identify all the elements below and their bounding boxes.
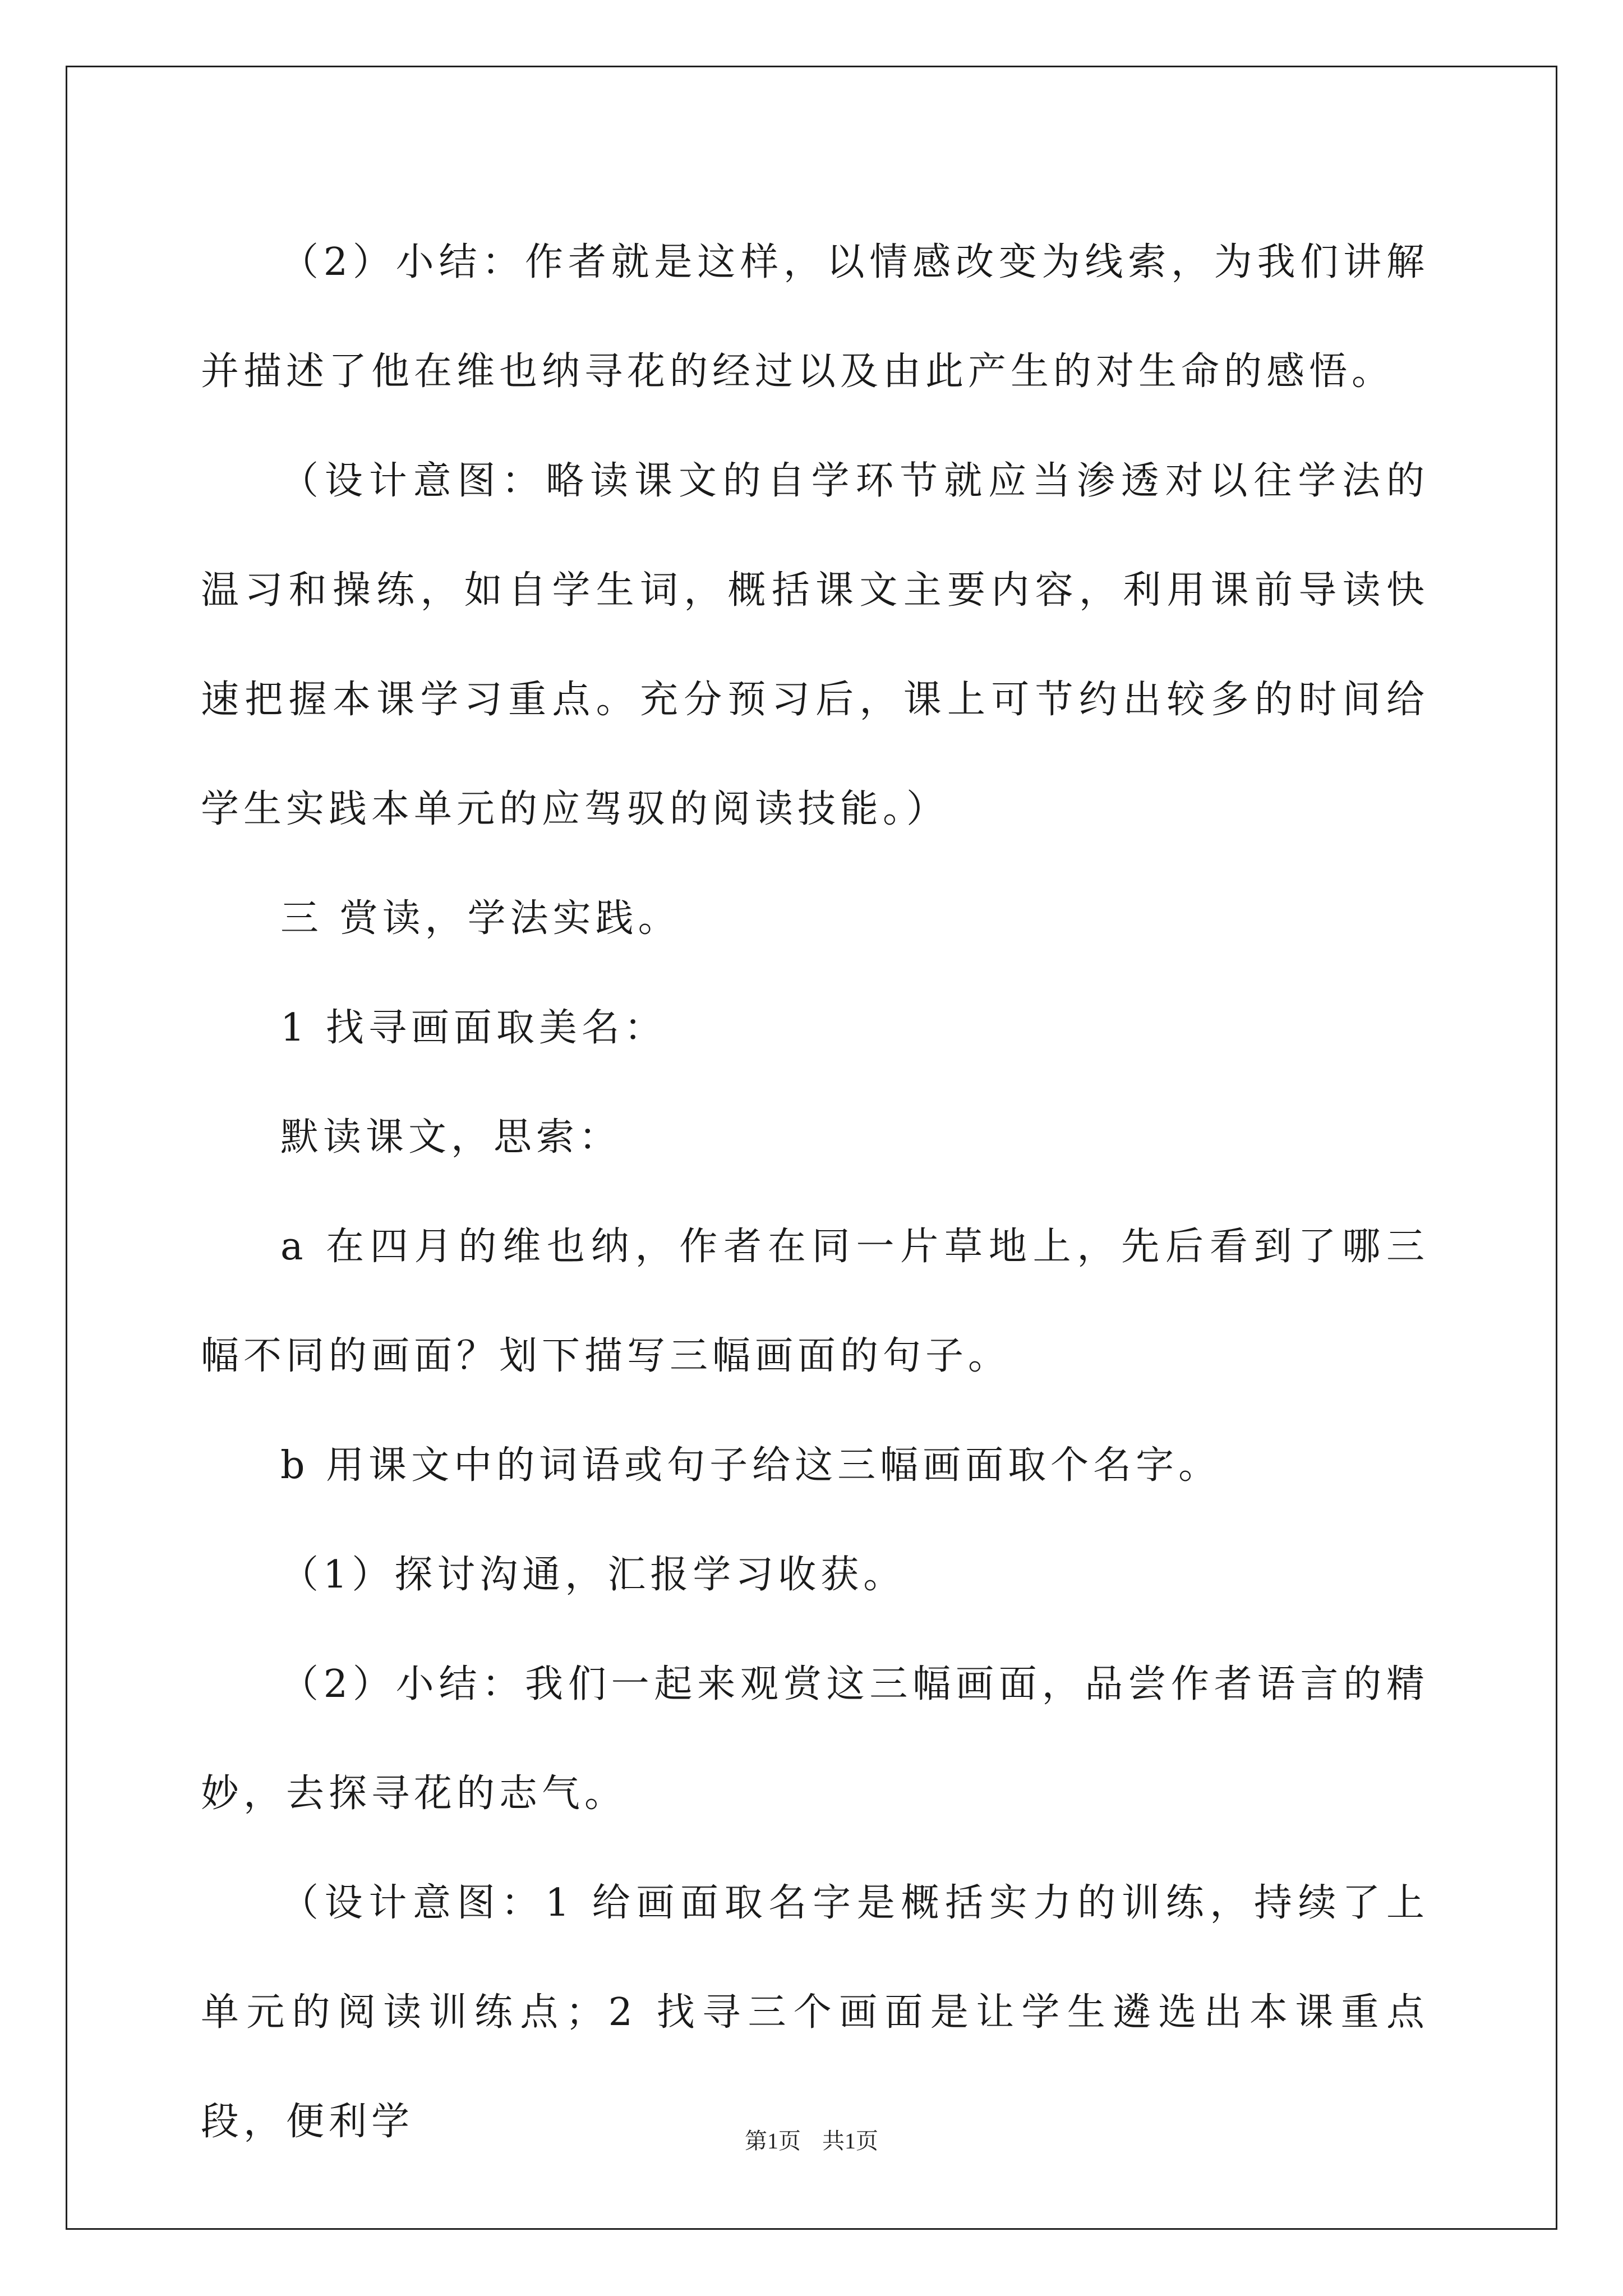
- paragraph: b 用课文中的词语或句子给这三幅画面取个名字。: [280, 1443, 1221, 1488]
- paragraph: a 在四月的维也纳，作者在同一片草地上，先后看到了哪三幅不同的画面？划下描写三幅画面的句子。: [201, 1225, 1429, 1378]
- page-number: 第1页: [745, 2128, 801, 2154]
- paragraph: 1 找寻画面取美名：: [280, 1006, 667, 1050]
- paragraph: （2）小结：我们一起来观赏这三幅画面，品尝作者语言的精妙，去探寻花的志气。: [201, 1662, 1429, 1816]
- document-body: [201, 208, 1429, 2177]
- page-footer: [0, 2123, 1623, 2155]
- paragraph: （设计意图：1 给画面取名字是概括实力的训练，持续了上单元的阅读训练点；2 找寻三个画面是让学生遴选出本课重点段，便利学: [201, 1881, 1429, 2144]
- paragraph: （设计意图：略读课文的自学环节就应当渗透对以往学法的温习和操练，如自学生词，概括课文主要内容，利用课前导读快速把握本课学习重点。充分预习后，课上可节约出较多的时间给学生实践本单元的应驾驭的阅读技能。）: [201, 459, 1429, 831]
- page-total: 共1页: [822, 2128, 878, 2154]
- paragraph: （2）小结：作者就是这样，以情感改变为线索，为我们讲解并描述了他在维也纳寻花的经过以及由此产生的对生命的感悟。: [201, 240, 1429, 394]
- paragraph: 三 赏读，学法实践。: [280, 896, 681, 941]
- paragraph: 默读课文，思索：: [280, 1115, 622, 1159]
- paragraph: （1）探讨沟通，汇报学习收获。: [280, 1553, 906, 1597]
